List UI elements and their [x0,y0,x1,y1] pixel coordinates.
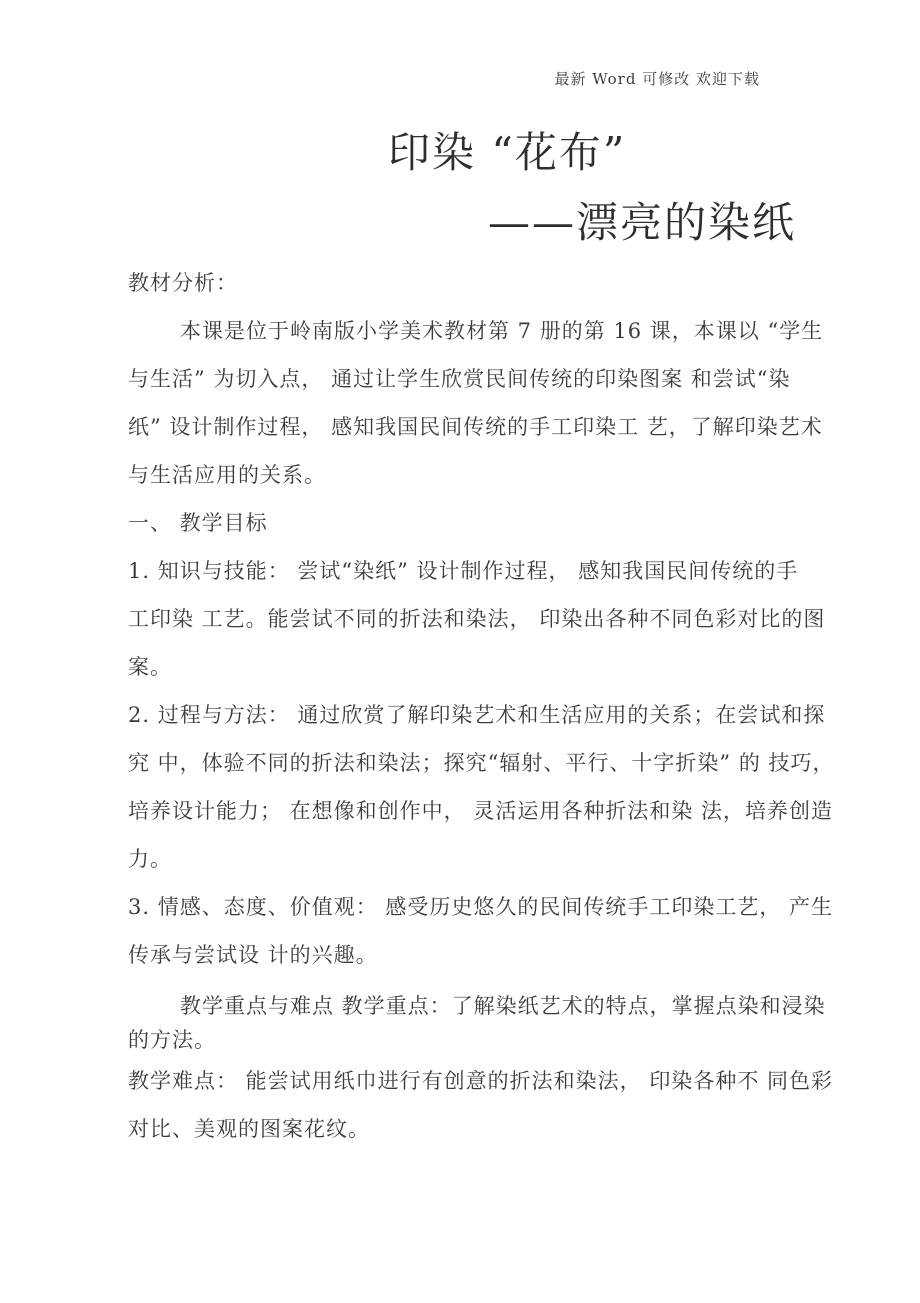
text-line: 教学难点： 能尝试用纸巾进行有创意的折法和染法， 印染各种不 同色彩 [128,1069,834,1093]
text-line: 究 中，体验不同的折法和染法；探究“辐射、平行、十字折染” 的 技巧， [128,751,835,775]
paragraph-goal-1 [128,547,826,691]
text-line: 教学重点与难点 教学重点：了解染纸艺术的特点，掌握点染和浸染 [180,994,826,1018]
paragraph-nandian [128,1057,834,1153]
paragraph-goal-3 [128,883,834,979]
text-line: 工印染 工艺。能尝试不同的折法和染法， 印染出各种不同色彩对比的图 [128,607,826,631]
text-line: 培养设计能力； 在想像和创作中， 灵活运用各种折法和染 法，培养创造 [128,799,834,823]
text-line: 教材分析： [128,271,238,295]
paragraph-zhongdian [128,989,826,1057]
text-line: 2. 过程与方法： 通过欣赏了解印染艺术和生活应用的关系；在尝试和探 [128,703,826,727]
paragraph-jiaocai-fenxi-body [128,307,824,499]
text-line: 传承与尝试设 计的兴趣。 [128,943,378,967]
text-line: 纸” 设计制作过程， 感知我国民间传统的手工印染工 艺，了解印染艺术 [128,415,823,439]
paragraph-goal-2 [128,691,835,883]
document-body [128,259,835,1153]
paragraph-jiaocai-fenxi-heading [128,259,798,307]
header-note: 最新 Word 可修改 欢迎下载 [554,70,760,88]
doc-title-line1: 印染 “花布” [388,128,627,177]
text-line: 与生活应用的关系。 [128,463,326,487]
text-line: 力。 [128,847,172,871]
text-line: 与生活” 为切入点， 通过让学生欣赏民间传统的印染图案 和尝试“染 [128,367,791,391]
paragraph-jiaoxue-mubiao-heading [128,499,798,547]
text-line: 1. 知识与技能： 尝试“染纸” 设计制作过程， 感知我国民间传统的手 [128,559,799,583]
text-line: 3. 情感、态度、价值观： 感受历史悠久的民间传统手工印染工艺， 产生 [128,895,834,919]
text-line: 一、 教学目标 [128,511,268,535]
text-line: 对比、美观的图案花纹。 [128,1117,370,1141]
text-line: 本课是位于岭南版小学美术教材第 7 册的第 16 课，本课以 “学生 [180,319,824,343]
doc-title-line2: ——漂亮的染纸 [488,198,797,247]
text-line: 案。 [128,655,172,679]
text-line: 的方法。 [128,1028,216,1052]
